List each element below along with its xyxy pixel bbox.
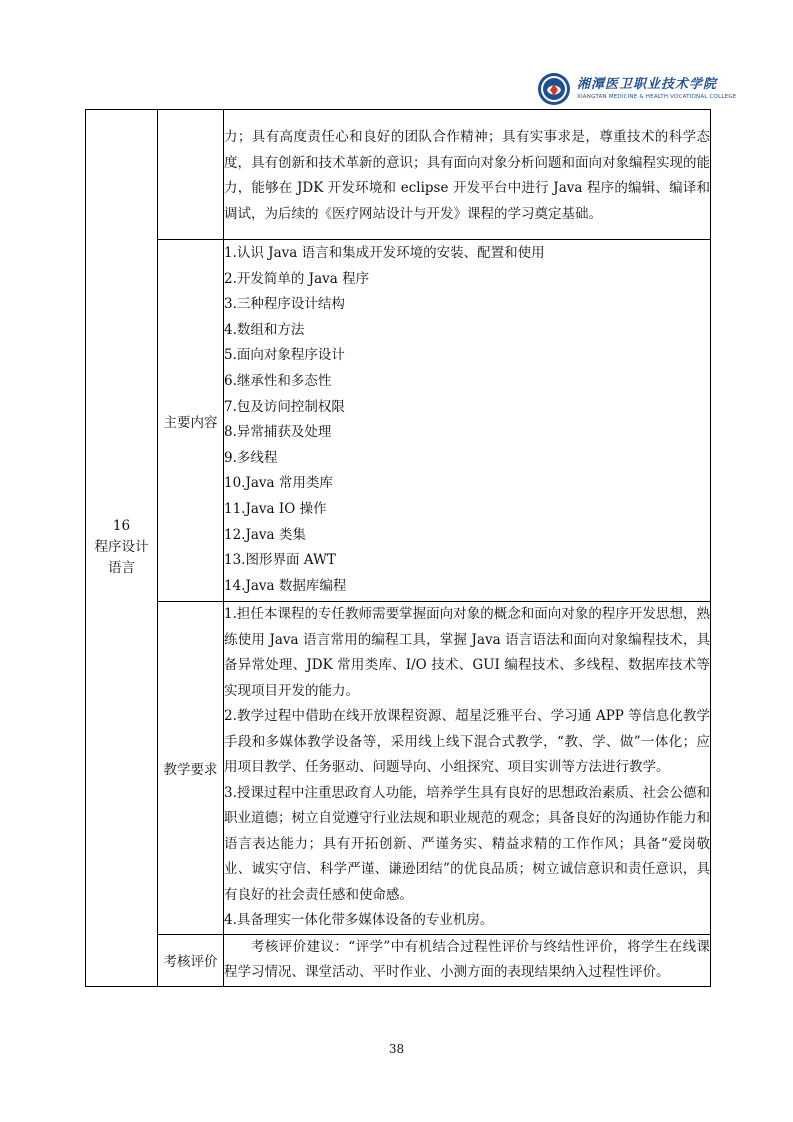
main-content-item: 5.面向对象程序设计 [224, 347, 345, 364]
page-number: 38 [388, 1042, 405, 1056]
assessment-row [86, 934, 711, 986]
main-content-row [86, 240, 711, 602]
main-content-item: 12.Java 类集 [224, 526, 306, 543]
objectives-label-cell [158, 110, 224, 240]
teaching-requirement-item: 4.具备理实一体化带多媒体设备的专业机房。 [224, 912, 494, 929]
main-content-item: 3.三种程序设计结构 [224, 296, 345, 313]
college-name-en: XIANGTAN MEDICINE & HEALTH VOCATIONAL COLLEGE [577, 93, 737, 100]
teaching-requirement-item: 3.授课过程中注重思政育人功能，培养学生具有良好的思想政治素质、社会公德和职业道德；树立自觉遵守行业法规和职业规范的观念；具备良好的沟通协作能力和语言表达能力；具有开拓创新、严谨务实、精益求精的工作作风；具备“爱岗敬业、诚实守信、科学严谨、谦逊团结”的优良品质；树立诚信意识和责任意识，具有良好的社会责任感和使命感。 [224, 784, 710, 903]
objectives-text: 力；具有高度责任心和良好的团队合作精神；具有实事求是，尊重技术的科学态度，具有创新和技术革新的意识；具有面向对象分析问题和面向对象编程实现的能力，能够在 JDK 开发环境和 eclipse 开发平台中进行 Java 程序的编辑、编译和调试，为后续的《医疗网站设计与开发》课程的学习奠定基础。 [224, 129, 710, 222]
objectives-row [86, 110, 711, 240]
course-name-line2: 语言 [108, 560, 135, 577]
main-content-item: 7.包及访问控制权限 [224, 398, 345, 415]
teaching-requirement-item: 1.担任本课程的专任教师需要掌握面向对象的概念和面向对象的程序开发思想，熟练使用 Java 语言常用的编程工具，掌握 Java 语言语法和面向对象编程技术，具备异常处理、JDK 常用类库、I/O 技术、GUI 编程技术、多线程、数据库技术等实现项目开发的能力。 [224, 606, 710, 699]
main-content-item: 14.Java 数据库编程 [224, 577, 347, 594]
main-content-item: 11.Java IO 操作 [224, 500, 327, 517]
course-name-line1: 程序设计 [94, 539, 149, 556]
teaching-requirement-item: 2.教学过程中借助在线开放课程资源、超星泛雅平台、学习通 APP 等信息化教学手段和多媒体教学设备等，采用线上线下混合式教学，“教、学、做”一体化；应用项目教学、任务驱动、问题导向、小组探究、项目实训等方法进行教学。 [224, 708, 710, 776]
assessment-text: 考核评价建议：“评学”中有机结合过程性评价与终结性评价，将学生在线课程学习情况、课堂活动、平时作业、小测方面的表现结果纳入过程性评价。 [224, 938, 710, 981]
college-emblem-icon [537, 72, 571, 106]
teaching-requirements-label: 教学要求 [158, 602, 224, 935]
main-content-item: 9.多线程 [224, 449, 278, 466]
main-content-label: 主要内容 [158, 240, 224, 602]
main-content-item: 2.开发简单的 Java 程序 [224, 270, 370, 287]
main-content-item: 4.数组和方法 [224, 321, 305, 338]
assessment-label: 考核评价 [158, 934, 224, 986]
main-content-cell [224, 240, 711, 602]
college-logo [537, 69, 737, 109]
college-name-cn: 湘潭医卫职业技术学院 [577, 76, 718, 92]
main-content-item: 6.继承性和多态性 [224, 372, 332, 389]
course-table [85, 109, 711, 987]
course-name-cell [86, 110, 158, 987]
course-number: 16 [112, 518, 131, 535]
main-content-item: 10.Java 常用类库 [224, 475, 333, 492]
teaching-requirements-row [86, 602, 711, 935]
main-content-item: 8.异常捕获及处理 [224, 424, 332, 441]
assessment-cell [224, 934, 711, 986]
main-content-item: 1.认识 Java 语言和集成开发环境的安装、配置和使用 [224, 245, 545, 261]
teaching-requirements-cell [224, 602, 711, 935]
main-content-item: 13.图形界面 AWT [224, 552, 336, 569]
objectives-cell [224, 110, 711, 240]
